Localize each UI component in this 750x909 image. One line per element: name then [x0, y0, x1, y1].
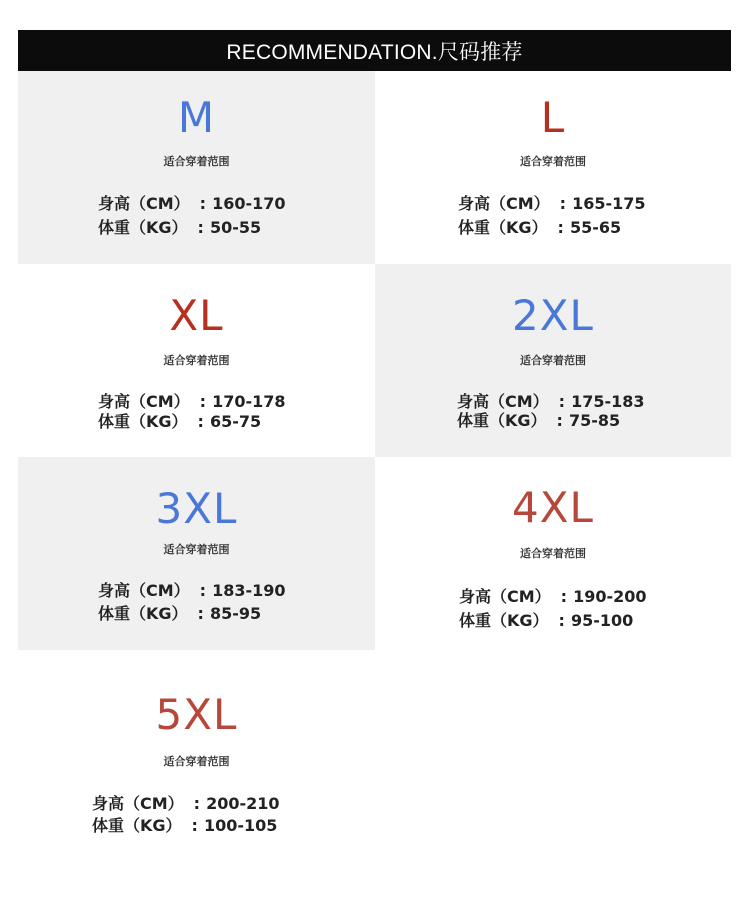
colon: :: [197, 218, 204, 237]
colon: :: [197, 412, 204, 431]
range-label: 适合穿着范围: [163, 155, 230, 168]
weight-label: 体重（KG）: [459, 611, 549, 630]
spec-height: [92, 794, 280, 814]
colon: :: [199, 194, 207, 213]
size-name: 2XL: [512, 291, 594, 340]
spec-weight: [459, 611, 633, 631]
colon: :: [199, 581, 207, 600]
spec-height: [98, 581, 286, 601]
size-name: 5XL: [155, 690, 238, 739]
size-card-5xl: [18, 650, 375, 850]
height-value: 160-170: [212, 194, 286, 213]
size-name: M: [177, 93, 216, 142]
weight-label: 体重（KG）: [92, 816, 182, 835]
spec-weight: [457, 411, 620, 431]
size-name: XL: [169, 291, 224, 340]
spec-weight: [92, 816, 277, 836]
colon: :: [197, 604, 204, 623]
spec-weight: [98, 604, 261, 624]
spec-height: [457, 392, 645, 412]
height-label: 身高（CM）: [98, 392, 190, 411]
spec-height: [98, 392, 286, 412]
range-label: 适合穿着范围: [163, 755, 230, 768]
size-name: 3XL: [155, 484, 238, 533]
weight-value: 50-55: [209, 218, 262, 237]
weight-label: 体重（KG）: [98, 412, 188, 431]
height-label: 身高（CM）: [92, 794, 184, 813]
weight-label: 体重（KG）: [458, 218, 548, 237]
range-label: 适合穿着范围: [520, 547, 586, 560]
weight-label: 体重（KG）: [98, 218, 188, 237]
spec-weight: [98, 412, 261, 432]
spec-height: [458, 194, 646, 214]
size-name: 4XL: [512, 483, 594, 532]
colon: :: [191, 816, 198, 835]
height-label: 身高（CM）: [457, 392, 549, 411]
spec-height: [98, 194, 286, 214]
colon: :: [560, 587, 568, 606]
height-value: 165-175: [572, 194, 646, 213]
header-title: RECOMMENDATION.尺码推荐: [226, 40, 523, 64]
weight-label: 体重（KG）: [457, 411, 547, 430]
range-label: 适合穿着范围: [520, 155, 586, 168]
spec-weight: [98, 218, 261, 238]
height-value: 175-183: [571, 392, 645, 411]
height-label: 身高（CM）: [98, 194, 190, 213]
colon: :: [558, 611, 565, 630]
range-label: 适合穿着范围: [520, 354, 586, 367]
colon: :: [557, 218, 564, 237]
range-label: 适合穿着范围: [163, 543, 230, 556]
height-label: 身高（CM）: [459, 587, 551, 606]
size-card-m: [18, 71, 375, 264]
spec-weight: [458, 218, 621, 238]
weight-value: 65-75: [209, 412, 262, 431]
height-value: 190-200: [573, 587, 647, 606]
colon: :: [558, 392, 566, 411]
colon: :: [556, 411, 563, 430]
height-value: 183-190: [212, 581, 286, 600]
size-card-xl: [18, 264, 375, 457]
size-card-2xl: [375, 264, 731, 457]
range-label: 适合穿着范围: [163, 354, 230, 367]
size-card-3xl: [18, 457, 375, 650]
weight-value: 100-105: [203, 816, 278, 835]
size-card-4xl: [375, 457, 731, 650]
size-card-l: [375, 71, 731, 264]
colon: :: [193, 794, 201, 813]
height-label: 身高（CM）: [458, 194, 550, 213]
spec-height: [459, 587, 647, 607]
colon: :: [199, 392, 207, 411]
weight-value: 95-100: [570, 611, 634, 630]
weight-value: 55-65: [569, 218, 622, 237]
weight-value: 75-85: [568, 411, 621, 430]
size-name: L: [540, 93, 566, 142]
page-header: [18, 30, 731, 71]
weight-value: 85-95: [209, 604, 262, 623]
height-value: 200-210: [206, 794, 280, 813]
height-label: 身高（CM）: [98, 581, 190, 600]
weight-label: 体重（KG）: [98, 604, 188, 623]
height-value: 170-178: [212, 392, 286, 411]
colon: :: [559, 194, 567, 213]
